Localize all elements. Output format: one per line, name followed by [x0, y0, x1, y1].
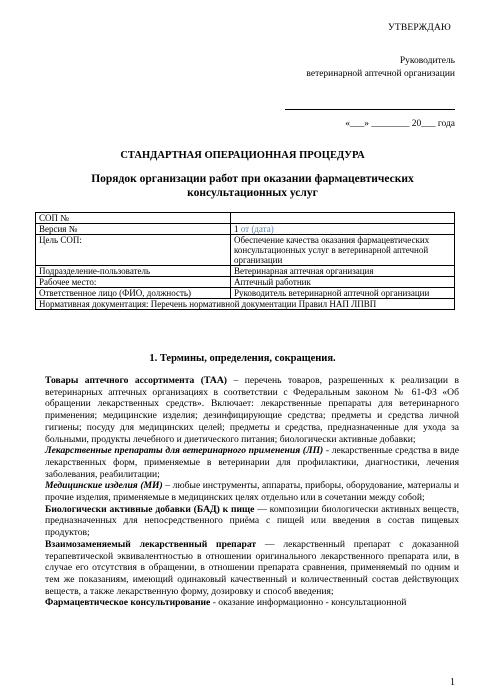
table-key: Цель СОП:: [36, 235, 231, 266]
table-row: [36, 224, 455, 235]
version-number: 1: [234, 224, 239, 234]
term-definition: — композиции биологически активных веществ, предназначенных для непосредственного приёма с пищей или введения в состав пищевых продуктов;: [45, 503, 459, 539]
table-row: [36, 288, 455, 299]
approval-title: УТВЕРЖДАЮ: [387, 23, 451, 33]
table-key: Подразделение-пользователь: [36, 266, 231, 277]
table-row: [36, 235, 455, 266]
term-name: Медицинские изделия (МИ): [45, 480, 163, 492]
table-value: Ветеринарная аптечная организация: [231, 266, 455, 277]
table-row: [36, 266, 455, 277]
term-definition: – перечень товаров, разрешенных к реализации в ветеринарных аптечных организациях в соответствии с Федеральным законом № 61-ФЗ «Об обращении лекарственных средств». Включает: лекарственные препараты для ветеринарного применения; медицинские изделия; дезинфицирующие средства; предметы и средства личной гигиены; посуду для медицинских целей; предметы и средства, предназначенные для ухода за больными, продукты лечебного и диетического питания; биологически активные добавки;: [45, 375, 460, 445]
section-title: 1. Термины, определения, сокращения.: [149, 353, 336, 364]
table-row: [36, 213, 455, 224]
term-paragraph: [45, 597, 459, 609]
term-paragraph: [45, 375, 459, 445]
document-title: Порядок организации работ при оказании фармацевтических консультационных услуг: [91, 173, 414, 199]
term-name: Лекарственные препараты для ветеринарного применения (ЛП): [45, 445, 324, 457]
approval-block: [255, 22, 455, 131]
term-name: Биологически активные добавки (БАД) к пище: [45, 503, 255, 515]
version-date-placeholder: от (дата): [238, 224, 274, 234]
table-key: Рабочее место:: [36, 277, 231, 288]
approver-position-line1: Руководитель: [399, 56, 455, 66]
table-key: Ответственное лицо (ФИО, должность): [36, 288, 231, 299]
table-row: [36, 299, 455, 310]
approver-position-line2: ветеринарной аптечной организации: [306, 69, 455, 79]
signature-line: [285, 97, 455, 110]
term-paragraph: [45, 539, 459, 598]
table-key: СОП №: [36, 213, 231, 224]
table-value: Аптечный работник: [231, 277, 455, 288]
page-number: 1: [450, 677, 455, 688]
normative-docs-cell: Нормативная документация: Перечень нормативной документации Правил НАП ЛПВП: [36, 299, 455, 310]
term-definition: — лекарственный препарат с доказанной терапевтической эквивалентностью в отношении оригинального лекарственного препарата или, в случае его отсутствия в обращении, в отношении препарата сравнения, применяемый по одним и тем же показаниям, имеющий одинаковый качественный и количественный состав действующих веществ, а также лекарственную форму, дозировку и способ введения;: [45, 538, 459, 597]
document-type: СТАНДАРТНАЯ ОПЕРАЦИОННАЯ ПРОЦЕДУРА: [120, 150, 365, 161]
terms-body: [45, 375, 459, 609]
term-paragraph: [45, 480, 459, 503]
term-definition: - лекарственные средства в виде лекарственных форм, применяемые в ветеринарии для профилактики, диагностики, лечения заболевания, реабилитации;: [45, 445, 459, 480]
table-value: Руководитель ветеринарной аптечной организации: [231, 288, 455, 299]
term-paragraph: [45, 504, 459, 539]
term-definition: – любые инструменты, аппараты, приборы, оборудование, материалы и прочие изделия, применяемые в медицинских целях отдельно или в сочетании между собой;: [45, 480, 459, 504]
sop-info-table: [35, 212, 455, 310]
term-definition: - оказание информационно - консультационной: [210, 597, 407, 609]
approval-date-line: «___» ________ 20___ года: [345, 119, 455, 129]
table-value: [231, 224, 455, 235]
table-value: [231, 213, 455, 224]
term-name: Товары аптечного ассортимента (ТАА): [45, 375, 227, 386]
table-key: Версия №: [36, 224, 231, 235]
table-value: Обеспечение качества оказания фармацевтических консультационных услуг в ветеринарной аптечной организации: [231, 235, 455, 266]
term-paragraph: [45, 445, 459, 480]
term-name: Взаимозаменяемый лекарственный препарат: [45, 538, 257, 550]
term-name: Фармацевтическое консультирование: [45, 597, 211, 609]
table-row: [36, 277, 455, 288]
